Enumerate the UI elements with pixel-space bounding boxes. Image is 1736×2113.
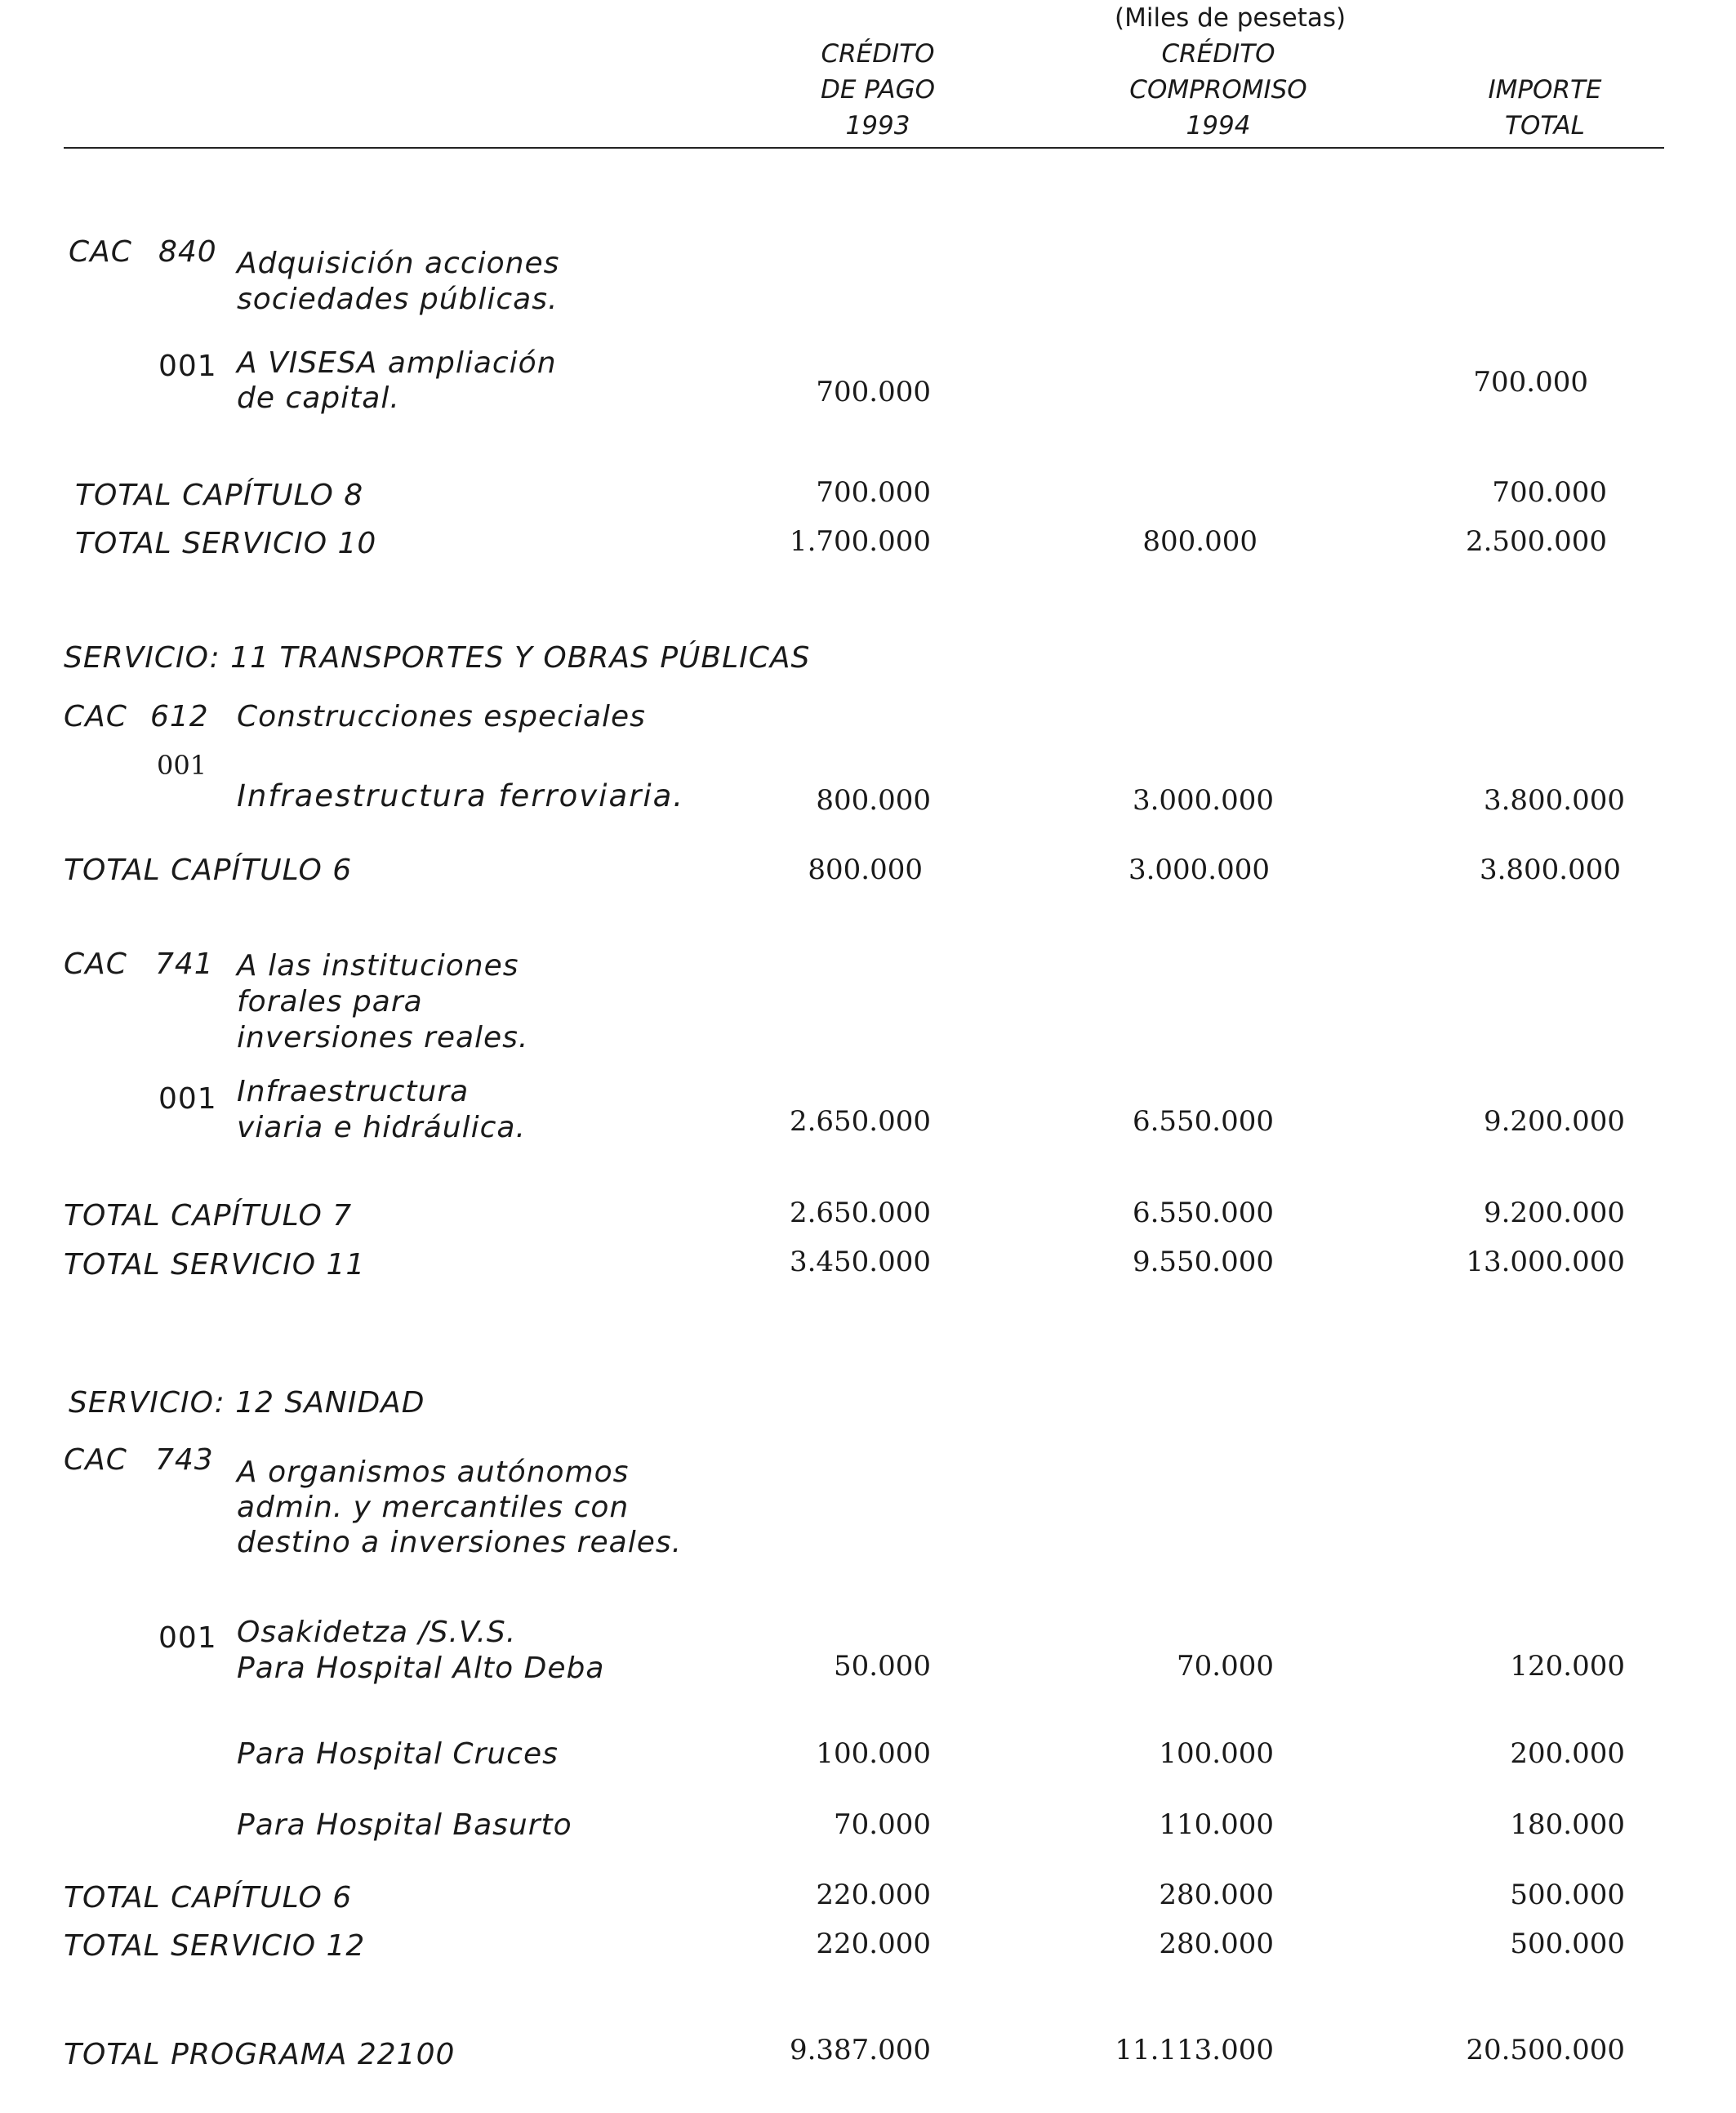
total-capitulo-6-s12-c3: 500.000 bbox=[1510, 1879, 1625, 1911]
cac-code: 840 bbox=[158, 235, 217, 269]
cac-label: CAC bbox=[69, 235, 132, 269]
total-servicio-12-c1: 220.000 bbox=[816, 1928, 931, 1960]
hospital-cruces-label: Para Hospital Cruces bbox=[237, 1737, 559, 1771]
header-rule bbox=[64, 147, 1664, 149]
total-servicio-11-c3: 13.000.000 bbox=[1466, 1246, 1625, 1278]
item-741-001-c2: 6.550.000 bbox=[1132, 1105, 1274, 1138]
total-servicio-11-c1: 3.450.000 bbox=[789, 1246, 931, 1278]
total-servicio-11-label: TOTAL SERVICIO 11 bbox=[64, 1248, 366, 1282]
total-capitulo-6-s11-label: TOTAL CAPÍTULO 6 bbox=[64, 854, 353, 887]
total-servicio-12-c2: 280.000 bbox=[1159, 1928, 1274, 1960]
item-code: 001 bbox=[158, 350, 217, 383]
total-capitulo-6-s11-c2: 3.000.000 bbox=[1128, 854, 1270, 886]
cac-desc-line2: sociedades públicas. bbox=[237, 283, 559, 316]
col2-header-line2: COMPROMISO bbox=[1129, 75, 1307, 105]
col1-header-line3: 1993 bbox=[845, 111, 910, 140]
col3-header bbox=[1398, 72, 1692, 144]
cac-741-desc-line3: inversiones reales. bbox=[237, 1021, 529, 1054]
item-desc-line1: A VISESA ampliación bbox=[237, 346, 557, 380]
cac-612-code: 612 bbox=[150, 700, 209, 733]
hospital-alto-deba-c1: 50.000 bbox=[834, 1650, 931, 1683]
total-capitulo-6-s11-c3: 3.800.000 bbox=[1479, 854, 1621, 886]
item-741-001-desc-line2: viaria e hidráulica. bbox=[237, 1111, 526, 1144]
item-desc-line2: de capital. bbox=[237, 381, 400, 415]
total-programa-c2: 11.113.000 bbox=[1115, 2034, 1274, 2066]
total-capitulo-6-s11-c1: 800.000 bbox=[808, 854, 923, 886]
col1-header-line1: CRÉDITO bbox=[821, 39, 935, 69]
total-capitulo-6-s12-c2: 280.000 bbox=[1159, 1879, 1274, 1911]
total-capitulo-7-label: TOTAL CAPÍTULO 7 bbox=[64, 1199, 353, 1233]
col1-header-line2: DE PAGO bbox=[820, 75, 936, 105]
item-741-001-c1: 2.650.000 bbox=[789, 1105, 931, 1138]
item-612-001-c3: 3.800.000 bbox=[1483, 784, 1625, 817]
item-importe-total: 700.000 bbox=[1473, 366, 1588, 399]
total-programa-label: TOTAL PROGRAMA 22100 bbox=[64, 2038, 456, 2071]
col3-header-line2: TOTAL bbox=[1505, 111, 1585, 140]
item-741-001-code: 001 bbox=[158, 1082, 217, 1116]
item-743-001-code: 001 bbox=[158, 1621, 217, 1655]
total-programa-c1: 9.387.000 bbox=[789, 2034, 931, 2066]
total-capitulo-8-c3: 700.000 bbox=[1492, 476, 1607, 509]
cac-743-desc-line2: admin. y mercantiles con bbox=[237, 1491, 630, 1524]
total-capitulo-7-c1: 2.650.000 bbox=[789, 1197, 931, 1229]
cac-741-desc-line1: A las instituciones bbox=[237, 949, 519, 983]
cac-741-code: 741 bbox=[155, 947, 214, 981]
hospital-cruces-c2: 100.000 bbox=[1159, 1737, 1274, 1770]
hospital-cruces-c3: 200.000 bbox=[1510, 1737, 1625, 1770]
total-servicio-10-c1: 1.700.000 bbox=[789, 525, 931, 558]
total-servicio-11-c2: 9.550.000 bbox=[1132, 1246, 1274, 1278]
servicio-11-title: SERVICIO: 11 TRANSPORTES Y OBRAS PÚBLICAS bbox=[64, 641, 811, 675]
item-612-001-code: 001 bbox=[157, 750, 207, 781]
total-servicio-12-label: TOTAL SERVICIO 12 bbox=[64, 1929, 366, 1963]
item-743-001-desc: Osakidetza /S.V.S. bbox=[237, 1616, 517, 1649]
item-612-001-c2: 3.000.000 bbox=[1132, 784, 1274, 817]
cac-743-desc-line1: A organismos autónomos bbox=[237, 1455, 630, 1489]
hospital-basurto-label: Para Hospital Basurto bbox=[237, 1808, 572, 1842]
col3-header-line1: IMPORTE bbox=[1488, 75, 1602, 105]
hospital-alto-deba-c3: 120.000 bbox=[1510, 1650, 1625, 1683]
units-note: (Miles de pesetas) bbox=[1115, 3, 1347, 33]
total-capitulo-7-c2: 6.550.000 bbox=[1132, 1197, 1274, 1229]
col2-header bbox=[1071, 36, 1365, 144]
col2-header-line3: 1994 bbox=[1186, 111, 1251, 140]
cac-743-label: CAC bbox=[64, 1443, 127, 1477]
hospital-cruces-c1: 100.000 bbox=[816, 1737, 931, 1770]
total-capitulo-6-s12-label: TOTAL CAPÍTULO 6 bbox=[64, 1881, 353, 1915]
cac-743-desc-line3: destino a inversiones reales. bbox=[237, 1526, 683, 1559]
total-capitulo-6-s12-c1: 220.000 bbox=[816, 1879, 931, 1911]
item-741-001-desc-line1: Infraestructura bbox=[237, 1075, 470, 1108]
hospital-alto-deba-c2: 70.000 bbox=[1177, 1650, 1274, 1683]
item-741-001-c3: 9.200.000 bbox=[1483, 1105, 1625, 1138]
cac-741-label: CAC bbox=[64, 947, 127, 981]
total-programa-c3: 20.500.000 bbox=[1466, 2034, 1625, 2066]
hospital-basurto-c2: 110.000 bbox=[1159, 1808, 1274, 1841]
hospital-basurto-c1: 70.000 bbox=[834, 1808, 931, 1841]
cac-612-label: CAC bbox=[64, 700, 127, 733]
total-servicio-12-c3: 500.000 bbox=[1510, 1928, 1625, 1960]
hospital-basurto-c3: 180.000 bbox=[1510, 1808, 1625, 1841]
item-612-001-c1: 800.000 bbox=[816, 784, 931, 817]
total-capitulo-8-label: TOTAL CAPÍTULO 8 bbox=[75, 479, 364, 512]
total-capitulo-8-c1: 700.000 bbox=[816, 476, 931, 509]
total-capitulo-7-c3: 9.200.000 bbox=[1483, 1197, 1625, 1229]
col2-header-line1: CRÉDITO bbox=[1161, 39, 1275, 69]
total-servicio-10-c2: 800.000 bbox=[1142, 525, 1257, 558]
col1-header bbox=[731, 36, 1025, 144]
cac-desc-line1: Adquisición acciones bbox=[237, 247, 560, 280]
item-612-001-desc: Infraestructura ferroviaria. bbox=[237, 778, 685, 814]
cac-741-desc-line2: forales para bbox=[237, 985, 423, 1019]
servicio-12-title: SERVICIO: 12 SANIDAD bbox=[69, 1386, 425, 1420]
cac-612-desc: Construcciones especiales bbox=[237, 700, 646, 733]
hospital-alto-deba-label: Para Hospital Alto Deba bbox=[237, 1652, 605, 1685]
total-servicio-10-label: TOTAL SERVICIO 10 bbox=[75, 527, 377, 560]
item-credito-pago: 700.000 bbox=[816, 376, 931, 408]
cac-743-code: 743 bbox=[155, 1443, 214, 1477]
total-servicio-10-c3: 2.500.000 bbox=[1465, 525, 1607, 558]
